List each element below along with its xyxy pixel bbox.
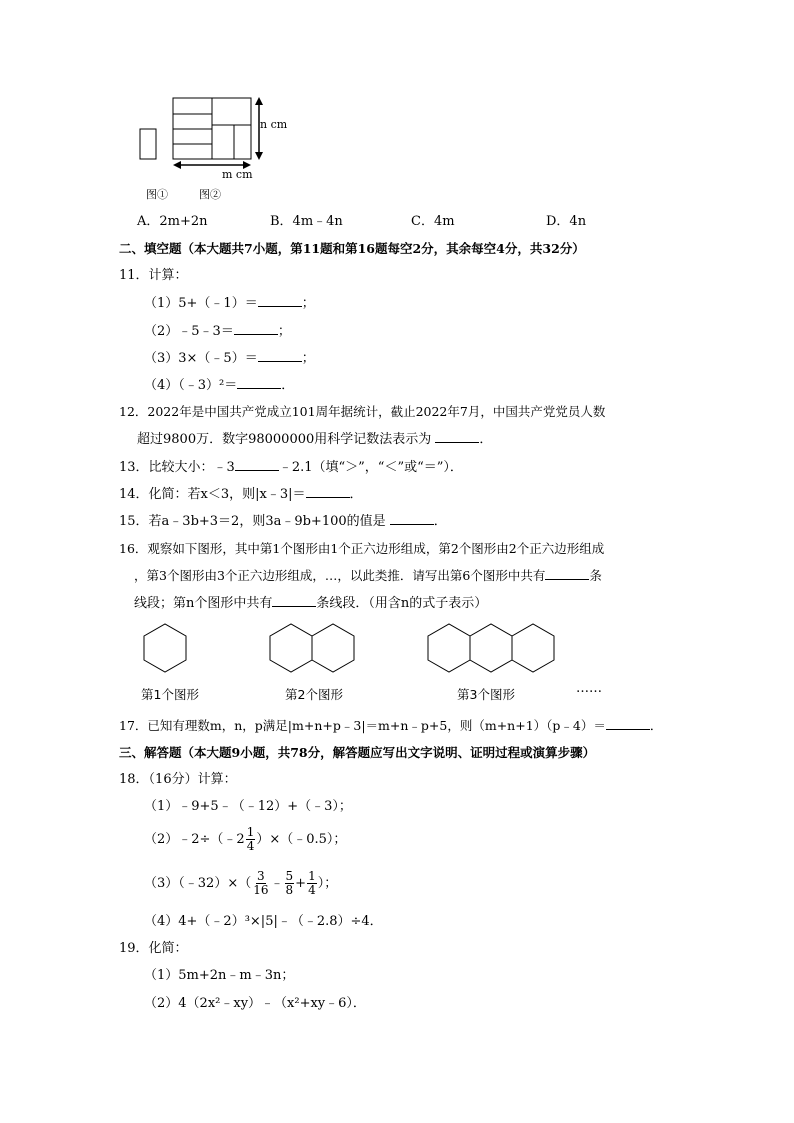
q17: 17．已知有理数m，n，p满足|m+n+p﹣3|＝m+n﹣p+5，则（m+n+1）（p﹣4）＝ ．	[119, 718, 663, 733]
section3-heading: 三、解答题（本大题9小题，共78分，解答题应写出文字说明、证明过程或演算步骤）	[119, 745, 596, 760]
hexagon-figures	[130, 620, 570, 680]
hexagon-1-1	[144, 624, 186, 672]
hexagon-2-2	[312, 624, 354, 672]
hexagon-caption-3: 第3个图形	[457, 687, 515, 702]
q11-item-4: （4）（﹣3）²＝ ．	[144, 378, 295, 393]
option-b: B．4m﹣4n	[270, 214, 343, 229]
hexagon-3-2	[470, 624, 512, 672]
q11-item-2: （2）﹣5﹣3＝ ；	[144, 324, 291, 339]
q18-item-1: （1）﹣9+5﹣（﹣12）+（﹣3）；	[144, 799, 352, 814]
q11-item-3: （3）3×（﹣5）＝ ；	[144, 351, 315, 366]
hexagon-2-1	[270, 624, 312, 672]
option-c: C．4m	[411, 214, 455, 229]
q18-item-2: （2）﹣2÷（﹣2 $\frac{1}{4}$ ）×（﹣0.5）；	[144, 825, 347, 853]
q18-item-4: （4）4+（﹣2）³×|5|﹣（﹣2.8）÷4．	[144, 914, 383, 929]
hexagon-caption-2: 第2个图形	[285, 687, 343, 702]
q14: 14．化简：若x＜3，则|x﹣3|＝ ．	[119, 487, 363, 502]
n-label: n cm	[260, 118, 288, 131]
hexagon-3-3	[512, 624, 554, 672]
figure-caption-2: 图②	[199, 188, 221, 201]
q16-line3: 线段；第n个图形中共有 条线段．（用含n的式子表示）	[134, 596, 488, 611]
q19-item-1: （1）5m+2n﹣m﹣3n；	[144, 968, 295, 983]
rectangle-figure	[130, 88, 300, 198]
q18-item-3: （3）（﹣32）×（ $\frac{3}{16}$ ﹣ $\frac{5}{8}$ + $\frac{1}{4}$ ）；	[144, 869, 338, 897]
q12-line1: 12．2022年是中国共产党成立101周年据统计，截止2022年7月，中国共产党党员人数	[119, 404, 606, 419]
q16-line2: ，第3个图形由3个正六边形组成，…，以此类推．请写出第6个图形中共有 条	[134, 568, 602, 583]
q15: 15．若a﹣3b+3＝2，则3a﹣9b+100的值是 ．	[119, 514, 447, 529]
q16-line1: 16．观察如下图形，其中第1个图形由1个正六边形组成，第2个图形由2个正六边形组成	[119, 541, 605, 556]
section2-heading: 二、填空题（本大题共7小题，第11题和第16题每空2分，其余每空4分，共32分）	[119, 241, 585, 256]
m-label: m cm	[222, 168, 253, 181]
q19-item-2: （2）4（2x²﹣xy）﹣（x²+xy﹣6）．	[144, 996, 366, 1011]
q13: 13．比较大小：﹣3 ﹣2.1（填“＞”，“＜”或“＝”）．	[119, 460, 463, 475]
hexagon-3-1	[428, 624, 470, 672]
q18-stem: 18．（16分）计算：	[119, 772, 237, 787]
q19-stem: 19．化简：	[119, 941, 188, 956]
figure-caption-1: 图①	[146, 188, 168, 201]
q12-line2: 超过9800万．数字98000000用科学记数法表示为 ．	[137, 432, 493, 447]
option-a: A．2m+2n	[137, 214, 208, 229]
option-d: D．4n	[546, 214, 587, 229]
small-rectangle	[140, 129, 156, 159]
q11-item-1: （1）5+（﹣1）＝ ；	[144, 296, 315, 311]
q11-stem: 11．计算：	[119, 268, 188, 283]
hexagon-caption-1: 第1个图形	[141, 687, 199, 702]
hexagon-ellipsis: ……	[576, 681, 602, 696]
